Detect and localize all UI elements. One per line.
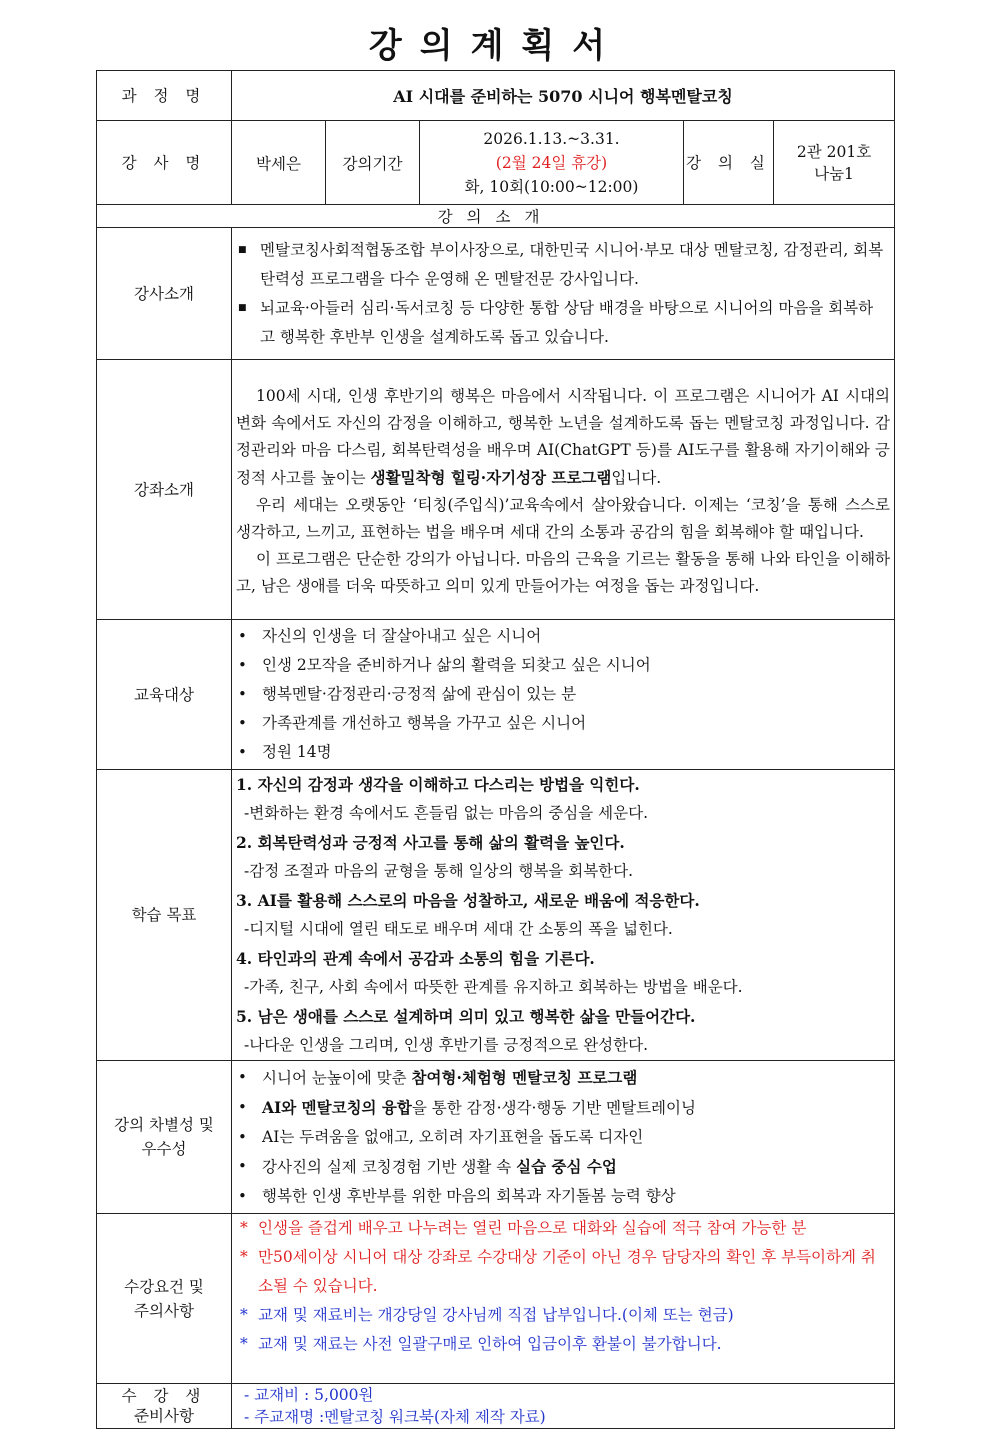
- goal-detail: -변화하는 환경 속에서도 흔들림 없는 마음의 중심을 세운다.: [244, 804, 649, 822]
- info-row: [97, 121, 895, 205]
- instructor-intro-row: [97, 228, 895, 360]
- instructor-name: 박세은: [232, 121, 326, 205]
- prep-fee: - 교재비 : 5,000원: [244, 1386, 374, 1404]
- list-item: • 행복멘탈·감정관리·긍정적 삶에 관심이 있는 분: [236, 680, 886, 709]
- goal-detail: -감정 조절과 마음의 균형을 통해 일상의 행복을 회복한다.: [244, 862, 634, 880]
- requirement-item: * 만50세이상 시니어 대상 강좌로 수강대상 기준이 아닌 경우 담당자의 확인 후 부득이하게 취소될 수 있습니다.: [238, 1243, 888, 1301]
- list-item: • 강사진의 실제 코칭경험 기반 생활 속 실습 중심 수업: [236, 1152, 886, 1182]
- list-item: • 자신의 인생을 더 잘살아내고 싶은 시니어: [236, 622, 886, 651]
- intro-header: 강의소개: [97, 205, 895, 228]
- list-item: • 시니어 눈높이에 맞춘 참여형·체험형 멘탈코칭 프로그램: [236, 1063, 886, 1093]
- prep-row: [97, 1384, 895, 1429]
- course-intro-label: 강좌소개: [97, 360, 232, 620]
- goal-title: 3. AI를 활용해 스스로의 마음을 성찰하고, 새로운 배움에 적응한다.: [236, 891, 700, 910]
- period-cell: [420, 121, 684, 205]
- course-label: 과 정 명: [97, 71, 232, 121]
- goal-title: 5. 남은 생애를 스스로 설계하며 의미 있고 행복한 삶을 만들어간다.: [236, 1007, 696, 1026]
- period-schedule: 화, 10회(10:00~12:00): [464, 177, 639, 196]
- instructor-intro-cell: [232, 228, 895, 360]
- period-dates: 2026.1.13.~3.31.: [483, 129, 620, 148]
- course-intro-cell: [232, 360, 895, 620]
- room-line1: 2관 201호: [796, 142, 872, 161]
- period-break: (2월 24일 휴강): [495, 153, 608, 172]
- list-item: ■ 뇌교육·아들러 심리·독서코칭 등 다양한 통합 상담 배경을 바탕으로 시니어의 마음을 회복하고 행복한 후반부 인생을 설계하도록 돕고 있습니다.: [236, 294, 886, 352]
- prep-book: - 주교재명 :멘탈코칭 워크북(자체 제작 자료): [244, 1408, 546, 1426]
- requirements-label: 수강요건 및 주의사항: [97, 1214, 232, 1384]
- goal-detail: -가족, 친구, 사회 속에서 따뜻한 관계를 유지하고 회복하는 방법을 배운다.: [244, 978, 743, 996]
- course-intro-paragraph-3: 이 프로그램은 단순한 강의가 아닙니다. 마음의 근육을 기르는 활동을 통해 나와 타인을 이해하고, 남은 생애를 더욱 따뜻하고 의미 있게 만들어가는 여정을 돕는 과정입니다.: [236, 550, 891, 595]
- list-item: • AI는 두려움을 없애고, 오히려 자기표현을 돕도록 디자인: [236, 1123, 886, 1152]
- requirements-cell: [232, 1214, 895, 1384]
- goal-title: 2. 회복탄력성과 긍정적 사고를 통해 삶의 활력을 높인다.: [236, 833, 625, 852]
- intro-header-row: [97, 205, 895, 228]
- instructor-intro-list: [232, 230, 894, 358]
- prep-label: 수 강 생 준비사항: [97, 1384, 232, 1429]
- lecture-plan-table: [96, 70, 895, 1429]
- goals-row: [97, 770, 895, 1061]
- requirements-row: [97, 1214, 895, 1384]
- strengths-cell: [232, 1061, 895, 1214]
- course-intro-paragraph-2: 우리 세대는 오랫동안 ‘티칭(주입식)’교육속에서 살아왔습니다. 이제는 ‘코칭’을 통해 스스로 생각하고, 느끼고, 표현하는 법을 배우며 세대 간의 소통과 공감의 힘을 회복해야 할 때입니다.: [236, 496, 891, 541]
- goals-cell: [232, 770, 895, 1061]
- course-row: [97, 71, 895, 121]
- room-cell: [774, 121, 895, 205]
- room-line2: 나눔1: [814, 164, 854, 183]
- list-item: • 정원 14명: [236, 738, 886, 767]
- prep-cell: [232, 1384, 895, 1429]
- instructor-label: 강 사 명: [97, 121, 232, 205]
- goal-detail: -디지털 시대에 열린 태도로 배우며 세대 간 소통의 폭을 넓힌다.: [244, 920, 673, 938]
- period-label: 강의기간: [326, 121, 420, 205]
- document-title: 강의계획서: [368, 26, 624, 66]
- course-intro-paragraph-1: 100세 시대, 인생 후반기의 행복은 마음에서 시작됩니다. 이 프로그램은 시니어가 AI 시대의 변화 속에서도 자신의 감정을 이해하고, 행복한 노년을 설계하도록 돕는 멘탈코칭 과정입니다. 감정관리와 마음 다스림, 회복탄력성을 배우며 AI(ChatGPT 등)를 AI도구를 활용해 자기이해와 긍정적 사고를 높이는 생활밀착형 힐링·자기성장 프로그램입니다.: [236, 387, 891, 487]
- goals-label: 학습 목표: [97, 770, 232, 1061]
- strengths-row: [97, 1061, 895, 1214]
- target-row: [97, 620, 895, 770]
- list-item: • 인생 2모작을 준비하거나 삶의 활력을 되찾고 싶은 시니어: [236, 651, 886, 680]
- course-name: AI 시대를 준비하는 5070 시니어 행복멘탈코칭: [232, 71, 895, 121]
- requirement-item: * 교재 및 재료비는 개강당일 강사님께 직접 납부입니다.(이체 또는 현금): [238, 1301, 888, 1330]
- list-item: • 행복한 인생 후반부를 위한 마음의 회복과 자기돌봄 능력 향상: [236, 1182, 886, 1211]
- requirement-item: * 교재 및 재료는 사전 일괄구매로 인하여 입금이후 환불이 불가합니다.: [238, 1330, 888, 1359]
- highlight-text: 생활밀착형 힐링·자기성장 프로그램: [370, 468, 612, 487]
- instructor-intro-label: 강사소개: [97, 228, 232, 360]
- strengths-label: 강의 차별성 및 우수성: [97, 1061, 232, 1214]
- strengths-list: [232, 1061, 894, 1213]
- requirement-item: * 인생을 즐겁게 배우고 나누려는 열린 마음으로 대화와 실습에 적극 참여 가능한 분: [238, 1214, 888, 1243]
- goal-detail: -나다운 인생을 그리며, 인생 후반기를 긍정적으로 완성한다.: [244, 1036, 649, 1054]
- target-label: 교육대상: [97, 620, 232, 770]
- list-item: • AI와 멘탈코칭의 융합을 통한 감정·생각·행동 기반 멘탈트레이닝: [236, 1093, 886, 1123]
- list-item: ■ 멘탈코칭사회적협동조합 부이사장으로, 대한민국 시니어·부모 대상 멘탈코칭, 감정관리, 회복탄력성 프로그램을 다수 운영해 온 멘탈전문 강사입니다.: [236, 236, 886, 294]
- target-cell: [232, 620, 895, 770]
- room-label: 강 의 실: [684, 121, 774, 205]
- course-intro-row: [97, 360, 895, 620]
- goal-title: 1. 자신의 감정과 생각을 이해하고 다스리는 방법을 익힌다.: [236, 775, 640, 794]
- list-item: • 가족관계를 개선하고 행복을 가꾸고 싶은 시니어: [236, 709, 886, 738]
- goal-title: 4. 타인과의 관계 속에서 공감과 소통의 힘을 기른다.: [236, 949, 595, 968]
- target-list: [232, 620, 894, 769]
